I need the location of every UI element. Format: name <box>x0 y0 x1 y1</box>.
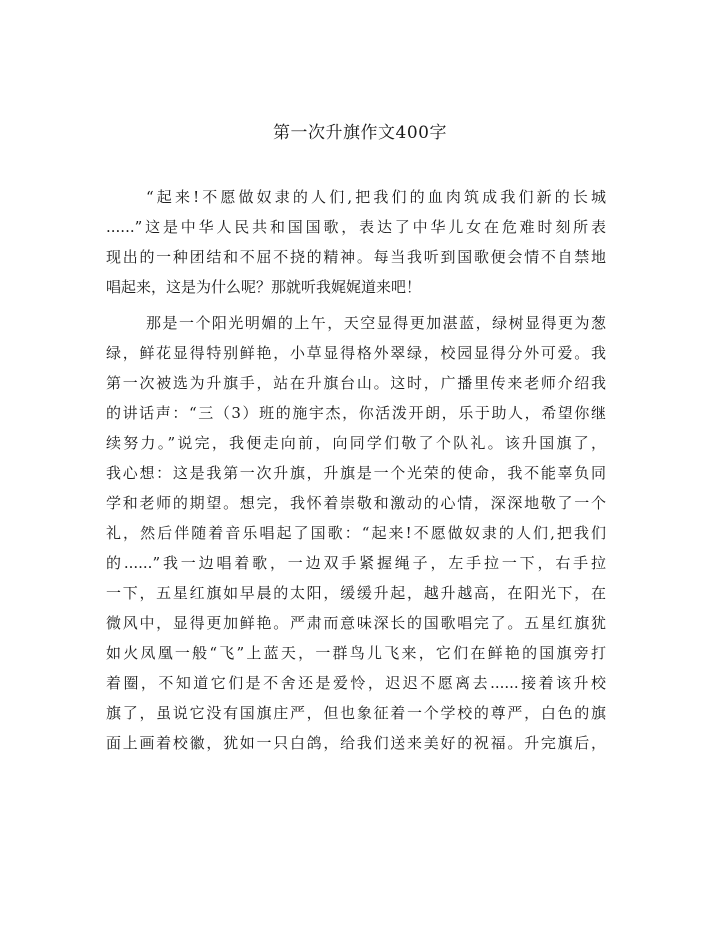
paragraph-2-line-2: 绿，鲜花显得特别鲜艳，小草显得格外翠绿，校园显得分外可爱。我 <box>106 344 606 362</box>
paragraph-2-line-9: 的......”我一边唱着歌，一边双手紧握绳子，左手拉一下，右手拉 <box>106 554 606 572</box>
paragraph-2-line-10: 一下，五星红旗如早晨的太阳，缓缓升起，越升越高，在阳光下，在 <box>106 584 606 602</box>
paragraph-2-line-5: 续努力。”说完，我便走向前，向同学们敬了个队礼。该升国旗了， <box>106 434 606 452</box>
document-body <box>106 182 606 758</box>
paragraph-2-line-15: 面上画着校徽，犹如一只白鸽，给我们送来美好的祝福。升完旗后， <box>106 734 606 752</box>
paragraph-1-line-4: 唱起来，这是为什么呢？那就听我娓娓道来吧！ <box>106 278 422 296</box>
paragraph-2-line-6: 我心想：这是我第一次升旗，升旗是一个光荣的使命，我不能辜负同 <box>106 464 606 482</box>
document-title: 第一次升旗作文400字 <box>273 123 447 143</box>
paragraph-2-line-8: 礼，然后伴随着音乐唱起了国歌：“起来!不愿做奴隶的人们,把我们 <box>106 524 606 542</box>
paragraph-2-line-13: 着圈，不知道它们是不舍还是爱怜，迟迟不愿离去......接着该升校 <box>106 674 606 692</box>
paragraph-1-line-3: 现出的一种团结和不屈不挠的精神。每当我听到国歌便会情不自禁地 <box>106 248 606 266</box>
paragraph-2-line-1: 那是一个阳光明媚的上午，天空显得更加湛蓝，绿树显得更为葱 <box>146 314 606 332</box>
paragraph-2 <box>106 308 606 758</box>
paragraph-2-line-7: 学和老师的期望。想完，我怀着崇敬和激动的心情，深深地敬了一个 <box>106 494 606 512</box>
paragraph-2-line-3: 第一次被选为升旗手，站在升旗台山。这时，广播里传来老师介绍我 <box>106 374 606 392</box>
paragraph-2-line-4: 的讲话声：“三（3）班的施宇杰，你活泼开朗，乐于助人，希望你继 <box>106 404 606 422</box>
paragraph-2-line-14: 旗了，虽说它没有国旗庄严，但也象征着一个学校的尊严，白色的旗 <box>106 704 606 722</box>
paragraph-1-line-1: “起来!不愿做奴隶的人们,把我们的血肉筑成我们新的长城 <box>146 188 606 206</box>
paragraph-1 <box>106 182 606 302</box>
paragraph-1-line-2: ......”这是中华人民共和国国歌，表达了中华儿女在危难时刻所表 <box>106 218 606 236</box>
paragraph-2-line-12: 如火凤凰一般“飞”上蓝天，一群鸟儿飞来，它们在鲜艳的国旗旁打 <box>106 644 606 662</box>
paragraph-2-line-11: 微风中，显得更加鲜艳。严肃而意味深长的国歌唱完了。五星红旗犹 <box>106 614 606 632</box>
